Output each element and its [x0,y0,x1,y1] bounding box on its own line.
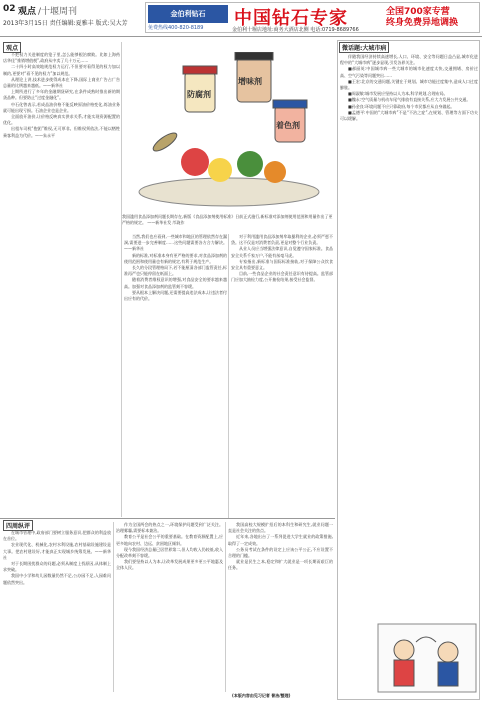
sidebar-header: 微话题:大城市病 [339,42,389,53]
column-divider [225,522,226,692]
cartoon-illustration [125,52,333,212]
ad-hotline: 免费热线400-820-8189 [148,25,204,31]
paragraph: 作为全国两会的热点之一,环境保护问题受到广泛关注。治理雾霾,需要标本兼治。 [116,522,223,534]
paragraph: 近年来,各地出台了一系列促进大学生就业的政策措施,取得了一定成效。 [228,534,333,546]
article-column [124,234,227,518]
jar-label-colorant: 着色剂 [276,121,300,130]
column-divider [121,42,122,517]
paragraph: ■孟德平:中国的“大城市病”不是“不治之症”,在规划、管理等方面下功夫可以缓解。 [340,109,478,122]
paragraph: 教育公平是社会公平的重要基础。在教育资源配置上,应更多地向农村、边远、贫困地区倾斜。 [116,534,223,546]
paragraph: 专家指出,新标准与国际标准接轨,对于保障公众饮食安全具有重要意义。 [231,258,333,271]
paragraph: 要从根本上解决问题,还需要提高违法成本,让违法者付出应有的代价。 [124,289,227,302]
paragraph: 在城市管理中,政府部门要树立服务意识,把群众的利益放在首位。 [3,530,111,542]
section-title: 观点 [18,7,37,17]
advertisement[interactable] [145,2,480,33]
section-tag-review: 四周纵评 [3,520,33,531]
paragraph: 公务员考试在条件的设定上应该公平公正,不应设置不合理的门槛。 [228,546,333,559]
paragraph: ■周淑敏:城市发展应坚持以人为本,科学规划,合理布局。 [348,91,448,97]
ad-slogan: 全国700家专营 [386,7,450,17]
masthead [0,0,482,36]
paragraph: 不把权力关进制度的笼子里,怎么能够根治腐败。比如上海药店华佳“推销增值税”,政府从中卖了几十万元…… [3,52,120,64]
section-subtitle: /十堰周刊 [38,7,78,17]
paragraph: 我国高校大规模扩招后的本科生和研究生,就业问题一直是社会关注的焦点。 [228,522,333,534]
paragraph: 就业是民生之本,稳定和扩大就业是一项长期而艰巨的任务。 [228,559,333,571]
page-number: 02 [3,4,16,14]
small-comic-illustration [376,622,478,694]
article-column [116,522,223,692]
paragraph: 中石化曾表示,若成品油价格不能反映原油价格变化,炼油业务就可能出现亏损。石油企业也是企业。 [3,101,120,113]
footnote: (本版内容由见习记者 普洁/整理) [232,693,291,698]
column-divider [113,522,114,692]
section-tag-viewpoint: 观点 [3,42,21,53]
paragraph: ■王宏:北京的交通问题,关键在于规划。城市功能过度集中,造成人口过度膨胀。 [340,78,478,91]
article-column [3,530,111,695]
paragraph: 现今我国经济总量已居世界第二,但人均收入仍较低,收入分配改革刻不容缓。 [116,546,223,559]
cartoon-caption: 我国滥用食品添加剂问题长期存在,新版《食品添加剂使用标准》日前正式施行,新标准对添加剂使用范围和用量作出了更严格的规定。 ——新华社发 邝珑作 [122,214,333,225]
paragraph: 二十四小时高效地规范权力运行,不但要对看得见的权力加以制约,更要对“看不见的权力”加以规范。 [3,64,120,76]
paragraph: 新的标准,对标准本身有更严格的要求,对食品添加剂的使用范围和使用量也有新的规定,有利于规范生产。 [124,252,227,264]
divider [0,518,335,519]
paragraph: 全面放开油价,让价格反映真实供求关系,才能实现资源配置的优化。 [3,114,120,126]
paragraph: 上期所进行了多年的金融期货研究,在条件成熟时推出新的期货品种。但要防止“过度金融化”。 [3,89,120,101]
paragraph: 从业人员应当增强法律意识,自觉遵守国家标准。食品安全关系千家万户,不能有丝毫马虎。 [231,246,333,258]
date-line: 2013年3月15日 责任编辑:夏雅丰 版式:吴大芳 [3,20,128,27]
ad-title: 中国钻石专家 [234,8,348,29]
paragraph: 伴随我国经济持续高速增长,人口、环境、安全等问题日益凸显,城市化进程中的“大城市病”逐步显现,引发各界关注。 [340,54,478,66]
paragraph: 农业现代化、机械化,农村水利设施,农村基础设施建设是大事。把农村建设好,才能真正实现城乡统筹发展。——新华社 [3,542,111,560]
paragraph: 随着消费者维权意识的增强,对食品安全的要求越来越高。加强对食品添加剂的监管刻不容缓。 [124,277,227,289]
paragraph: 从理论上讲,技术进步使得成本在下降,国际上商业广告占广告总量的比例越来越低。——新华社 [3,76,120,89]
article-column [231,234,333,518]
jar-label-flavor: 增味剂 [238,77,262,86]
paragraph: ■孙金良:环境问题不应只靠政府,每个市民都应从自身做起。 [348,103,455,109]
paragraph: 长久的分段管理格局下,若不能厘清各部门监管责任,标准再严也只能停留在纸面上。 [124,265,227,277]
divider [0,36,482,37]
sidebar-text [340,54,478,620]
paragraph: ■郝丽英:中国城市病一些大城市的城市化速度太快,交通拥堵、房价过高、空气污染等问题突出…… [340,66,478,78]
paragraph: 我们要坚持以人为本,让改革发展成果更多更公平地惠及全体人民。 [116,559,223,571]
brand-logo: 金伯利钻石 [148,5,228,23]
article-column [228,522,333,692]
article-column [3,52,120,517]
paragraph: 对于长期困扰群众的问题,必须从制度上找原因,从体制上求突破。 [3,561,111,573]
paragraph: 我国中小学和幼儿园数量仍然不足,公办园不足,入园难问题依然突出。 [3,573,111,585]
paragraph: 出租车司机“抱团”维权,无可厚非。但维权须依法,不能以牺牲乘客利益为代价。——朱永平 [3,126,120,138]
paragraph: 目前,一些食品企业的社会责任意识有待提高。监管部门应加大抽检力度,公开抽检结果,接受社会监督。 [231,271,333,283]
column-divider [228,234,229,518]
ad-slogan: 终身免费异地调换 [386,18,459,28]
paragraph: 当然,我们也应看到,一些城市和地区的管理依然存在漏洞,需要进一步完善制度……这些问题需要各方合力解决。——新华社 [124,234,227,252]
jar-label-preservative: 防腐剂 [187,90,211,99]
paragraph: 对于利用滥用食品添加剂牟取暴利的企业,必须严惩不贷。这不仅是对消费者负责,更是对整个行业负责。 [231,234,333,246]
ad-address: 金伯利十堰店地址:商务大酒店北侧 电话:0719-8689766 [232,27,359,33]
paragraph: ■魏永:空气质量与机动车尾气排放有直接关系,应大力发展公共交通。 [348,97,471,103]
